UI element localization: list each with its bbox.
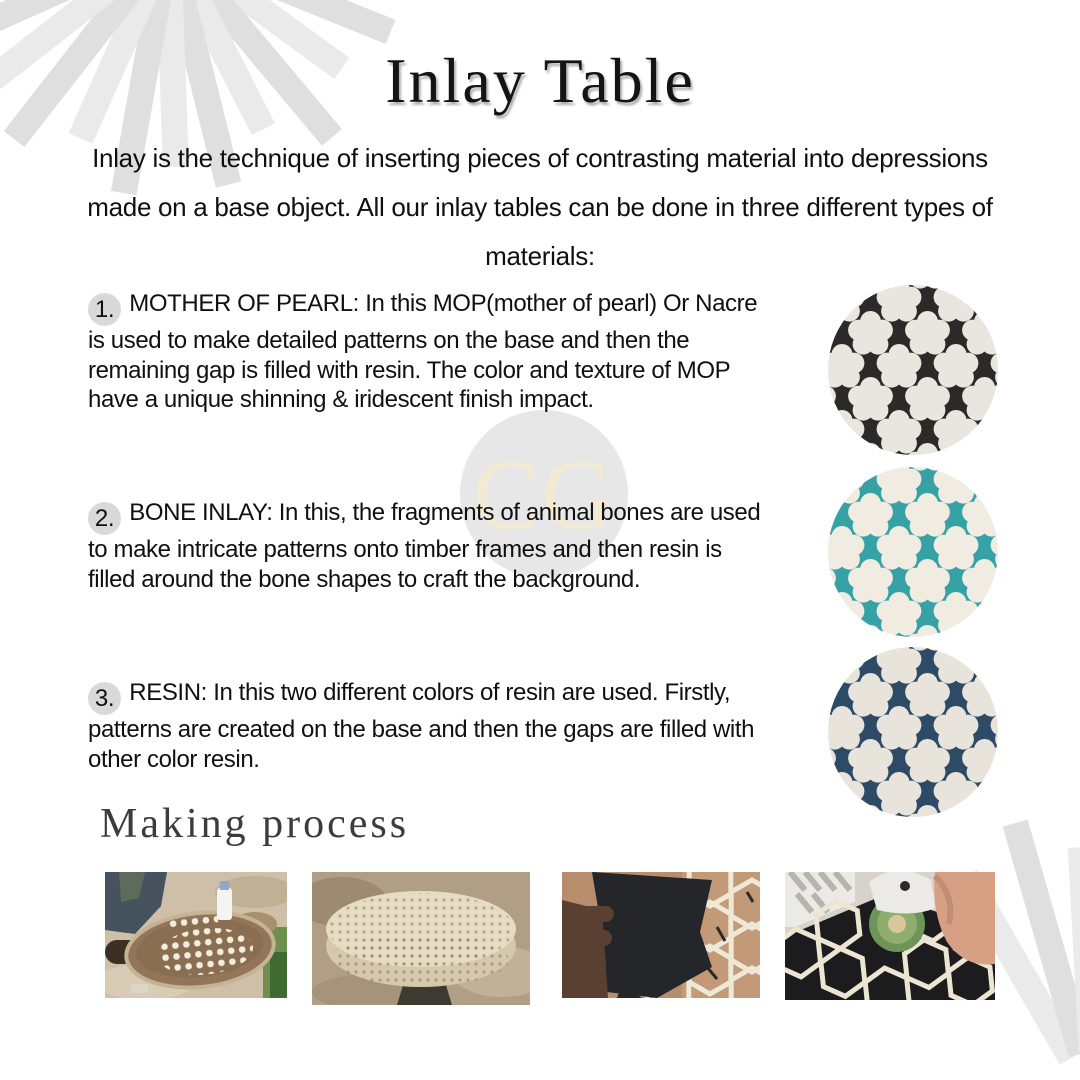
number-badge bbox=[88, 293, 121, 326]
resin-pattern-circle bbox=[828, 647, 998, 817]
number-label: 3. bbox=[94, 685, 115, 712]
material-name: RESIN: bbox=[129, 679, 207, 706]
process-photo-covered-table bbox=[312, 872, 530, 1005]
number-badge bbox=[88, 502, 121, 535]
material-name: MOTHER OF PEARL: bbox=[129, 290, 359, 317]
process-photo-applying-resin bbox=[562, 872, 760, 998]
material-section-bone-inlay bbox=[88, 498, 772, 594]
cg-watermark-letters: CG bbox=[472, 438, 616, 550]
material-section-mother-of-pearl bbox=[88, 289, 772, 415]
number-label: 2. bbox=[94, 505, 115, 532]
mother-of-pearl-pattern-circle bbox=[828, 285, 998, 455]
material-name: BONE INLAY: bbox=[129, 499, 273, 526]
number-badge bbox=[88, 682, 121, 715]
page-title: Inlay Table bbox=[385, 45, 695, 116]
process-photo-placing-pieces bbox=[105, 872, 287, 998]
material-description: In this MOP(mother of pearl) Or Nacre is used to make detailed patterns on the base and then the remaining gap is filled with resin. The color and texture of MOP have a unique shinning & iridescent finish impact. bbox=[88, 290, 758, 414]
glue-bottle bbox=[217, 888, 232, 920]
bone-covered-tabletop bbox=[326, 891, 516, 987]
process-photo-polishing bbox=[785, 872, 995, 1000]
material-description: In this two different colors of resin are used. Firstly, patterns are created on the base and then the gaps are filled with other color resin. bbox=[88, 679, 755, 773]
number-label: 1. bbox=[94, 296, 115, 323]
bone-inlay-pattern-circle bbox=[828, 467, 998, 637]
material-section-resin bbox=[88, 678, 772, 774]
intro-text: Inlay is the technique of inserting pieces of contrasting material into depressions made on a base object. All our inlay tables can be done in three different types of materials: bbox=[87, 143, 993, 271]
making-process-heading: Making process bbox=[100, 801, 410, 847]
material-description: In this, the fragments of animal bones are used to make intricate patterns onto timber frames and then resin is filled around the bone shapes to craft the background. bbox=[88, 499, 761, 593]
